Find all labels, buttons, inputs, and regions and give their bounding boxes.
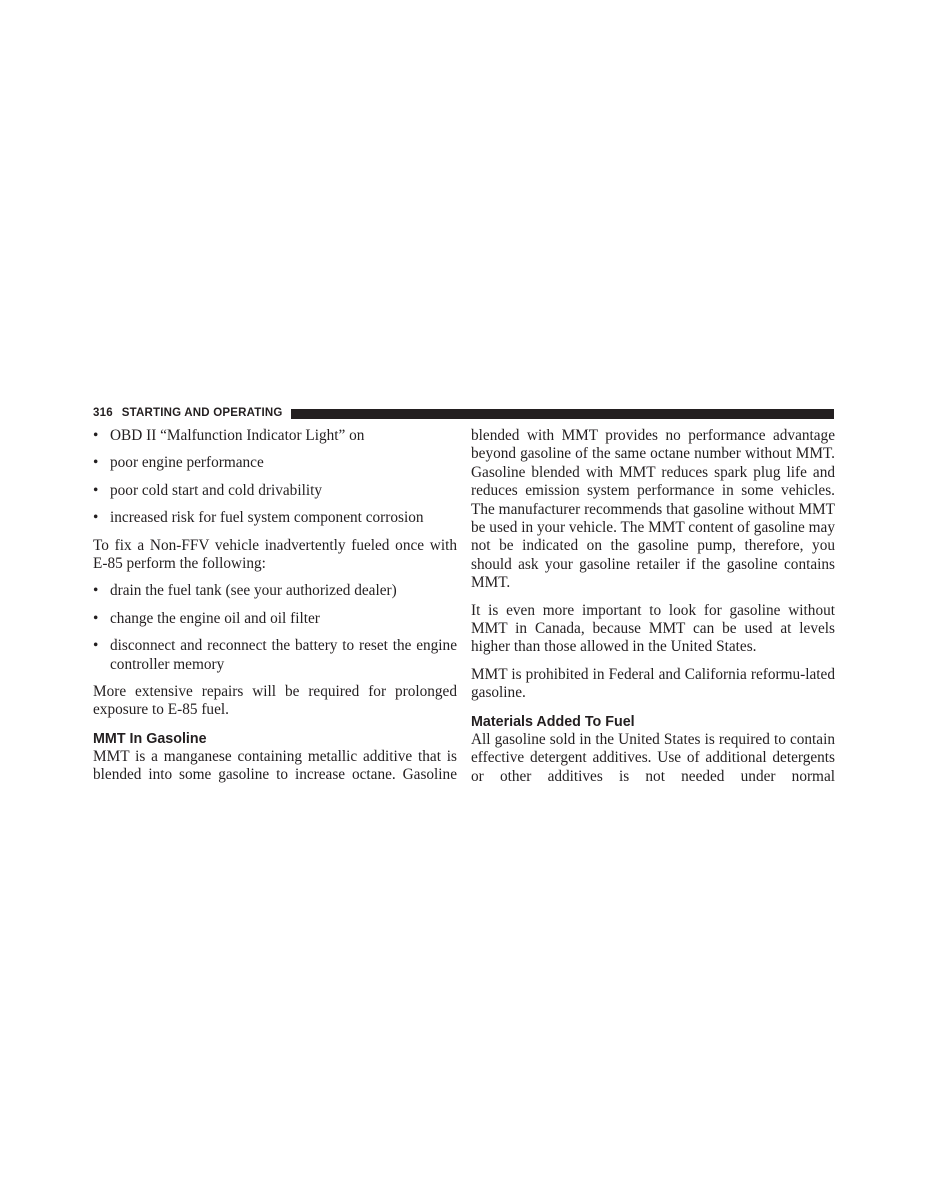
page-header: [93, 405, 834, 421]
list-item: [93, 610, 457, 628]
bullet-icon: •: [93, 582, 99, 600]
list-item-text: poor engine performance: [110, 454, 264, 472]
list-item: [93, 582, 457, 600]
list-item-text: poor cold start and cold drivability: [110, 481, 322, 499]
list-item: [93, 427, 457, 445]
list-item-text: drain the fuel tank (see your authorized dealer): [110, 582, 397, 600]
paragraph-prohibited: MMT is prohibited in Federal and California reformu-lated gasoline.: [471, 665, 835, 702]
bullet-icon: •: [93, 509, 99, 527]
list-item: [93, 509, 457, 527]
paragraph-repairs: More extensive repairs will be required for prolonged exposure to E-85 fuel.: [93, 683, 457, 719]
list-item: [93, 482, 457, 500]
list-item-text: change the engine oil and oil filter: [110, 609, 320, 627]
paragraph-mmt: MMT is a manganese containing metallic additive that is blended into some gasoline to increase octane. Gasoline: [93, 747, 457, 784]
list-item-text: disconnect and reconnect the battery to reset the engine controller memory: [110, 637, 457, 673]
paragraph-fix: To fix a Non-FFV vehicle inadvertently fueled once with E-85 perform the following:: [93, 536, 457, 573]
right-column: [471, 427, 835, 795]
header-rule: [291, 409, 834, 419]
paragraph-materials: All gasoline sold in the United States is required to contain effective detergent additives. Use of additional detergents or other additives is not needed under normal: [471, 730, 835, 785]
heading-materials-added-to-fuel: Materials Added To Fuel: [471, 713, 635, 730]
bullet-icon: •: [93, 481, 99, 499]
list-item: [93, 637, 457, 674]
paragraph-mmt-continued: blended with MMT provides no performance advantage beyond gasoline of the same octane number without MMT. Gasoline blended with MMT reduces spark plug life and reduces emission system performance in some vehicles. The manufacturer recommends that gasoline without MMT be used in your vehicle. The MMT content of gasoline may not be indicated on the gasoline pump, therefore, you should ask your gasoline retailer if the gasoline contains MMT.: [471, 427, 835, 592]
paragraph-canada: It is even more important to look for gasoline without MMT in Canada, because MMT can be used at levels higher than those allowed in the United States.: [471, 601, 835, 656]
heading-mmt-in-gasoline: MMT In Gasoline: [93, 730, 207, 747]
bullet-icon: •: [93, 427, 99, 444]
list-item: [93, 454, 457, 472]
list-item-text: OBD II “Malfunction Indicator Light” on: [110, 427, 365, 444]
page-number: 316: [93, 407, 113, 419]
bullet-icon: •: [93, 609, 99, 627]
bullet-icon: •: [93, 454, 99, 472]
list-item-text: increased risk for fuel system component corrosion: [110, 509, 424, 527]
section-title: STARTING AND OPERATING: [121, 407, 283, 419]
bullet-icon: •: [93, 637, 99, 655]
left-column: [93, 427, 457, 794]
